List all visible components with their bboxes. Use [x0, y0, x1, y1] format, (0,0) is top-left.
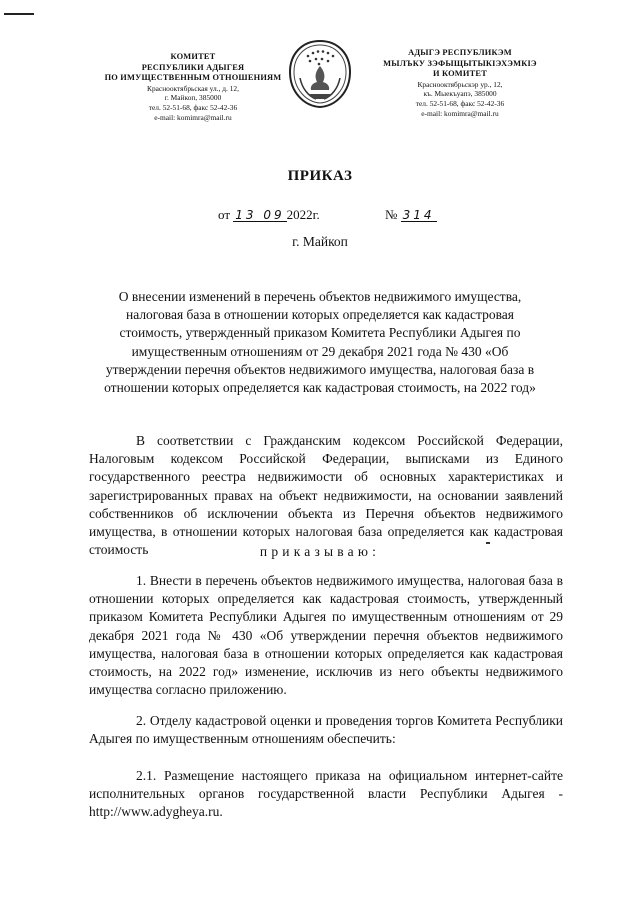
header-left-address: Краснооктябрьская ул., д. 12, — [147, 83, 239, 93]
header-left-city: г. Майкоп, 385000 — [164, 93, 222, 103]
header-left-phone: тел. 52-51-68, факс 52-42-36 — [148, 102, 238, 112]
header-right-line-3: И КОМИТЕТ — [433, 69, 487, 79]
order-item-2: 2. Отделу кадастровой оценки и проведения торгов Комитета Республики Адыгея по имущественным отношениям обеспечить: — [89, 713, 563, 747]
document-number — [385, 207, 437, 223]
number-prefix: № — [385, 207, 398, 222]
header-left-line-2: РЕСПУБЛИКИ АДЫГЕЯ — [141, 62, 245, 72]
header-right-phone: тел. 52-51-68, факс 52-42-36 — [415, 98, 505, 108]
header-left-line-3: ПО ИМУЩЕСТВЕННЫМ ОТНОШЕНИЯМ — [104, 73, 282, 83]
document-subject: О внесении изменений в перечень объектов недвижимого имущества, налоговая база в отношении которых определяется как кадастровая стоимость, утвержденный приказом Комитета Республики Адыгея по имущественным отношениям от 29 декабря 2021 года № 430 «Об утверждении перечня объектов недвижимого имущества, налоговая база в отношении которых определяется как кадастровая стоимость, на 2022 год» — [104, 289, 536, 396]
header-right-line-2: МЫЛЪКУ ЗЭФЫЩЫТЫКІЭХЭМКІЭ — [383, 58, 537, 68]
document-title: ПРИКАЗ — [287, 168, 353, 184]
document-date — [218, 207, 320, 223]
number-handwritten: 314 — [402, 208, 435, 222]
header-right-block — [368, 48, 552, 118]
date-suffix: 2022г. — [286, 207, 320, 222]
header-right-address: Краснооктябрьскэр ур., 12, — [417, 79, 503, 89]
document-preamble: В соответствии с Гражданским кодексом Российской Федерации, Налоговым кодексом Российской Федерации, выписками из Единого государственного реестра недвижимости об основных характеристиках и зарегистрированных правах на объект недвижимости, на основании заявлений собственников об исключении объекта из Перечня объектов недвижимого имущества, в отношении которых налоговая база определяется как кадастровая стоимость — [89, 433, 563, 558]
document-city: г. Майкоп — [292, 234, 348, 249]
header-left-block — [88, 52, 298, 122]
adygea-coat-of-arms-icon — [286, 38, 354, 110]
header-left-line-1: КОМИТЕТ — [170, 52, 216, 61]
header-right-city: къ. Мыекъуапэ, 385000 — [423, 89, 497, 99]
date-handwritten: 13 09 — [235, 208, 285, 222]
order-item-1: 1. Внести в перечень объектов недвижимого имущества, налоговая база в отношении которых определяется как кадастровая стоимость, утвержденный приказом Комитета Республики Адыгея по имущественным отношениям от 29 декабря 2021 года № 430 «Об утверждении перечня объектов недвижимого имущества, налоговая база в отношении которых определяется как кадастровая стоимость, на 2022 год» изменение, исключив из него объекты недвижимого имущества согласно приложению. — [89, 573, 563, 698]
order-item-2-1: 2.1. Размещение настоящего приказа на официальном интернет-сайте исполнительных органов государственной власти Республики Адыгея - http://www.adygheya.ru. — [89, 768, 563, 820]
scan-artifact-line — [4, 13, 34, 15]
header-right-line-1: АДЫГЭ РЕСПУБЛИКЭМ — [408, 48, 512, 57]
date-prefix: от — [218, 207, 231, 222]
header-right-email: e-mail: komimra@mail.ru — [421, 108, 499, 118]
order-word: приказываю: — [259, 544, 381, 559]
header-left-email: e-mail: komimra@mail.ru — [154, 112, 232, 122]
